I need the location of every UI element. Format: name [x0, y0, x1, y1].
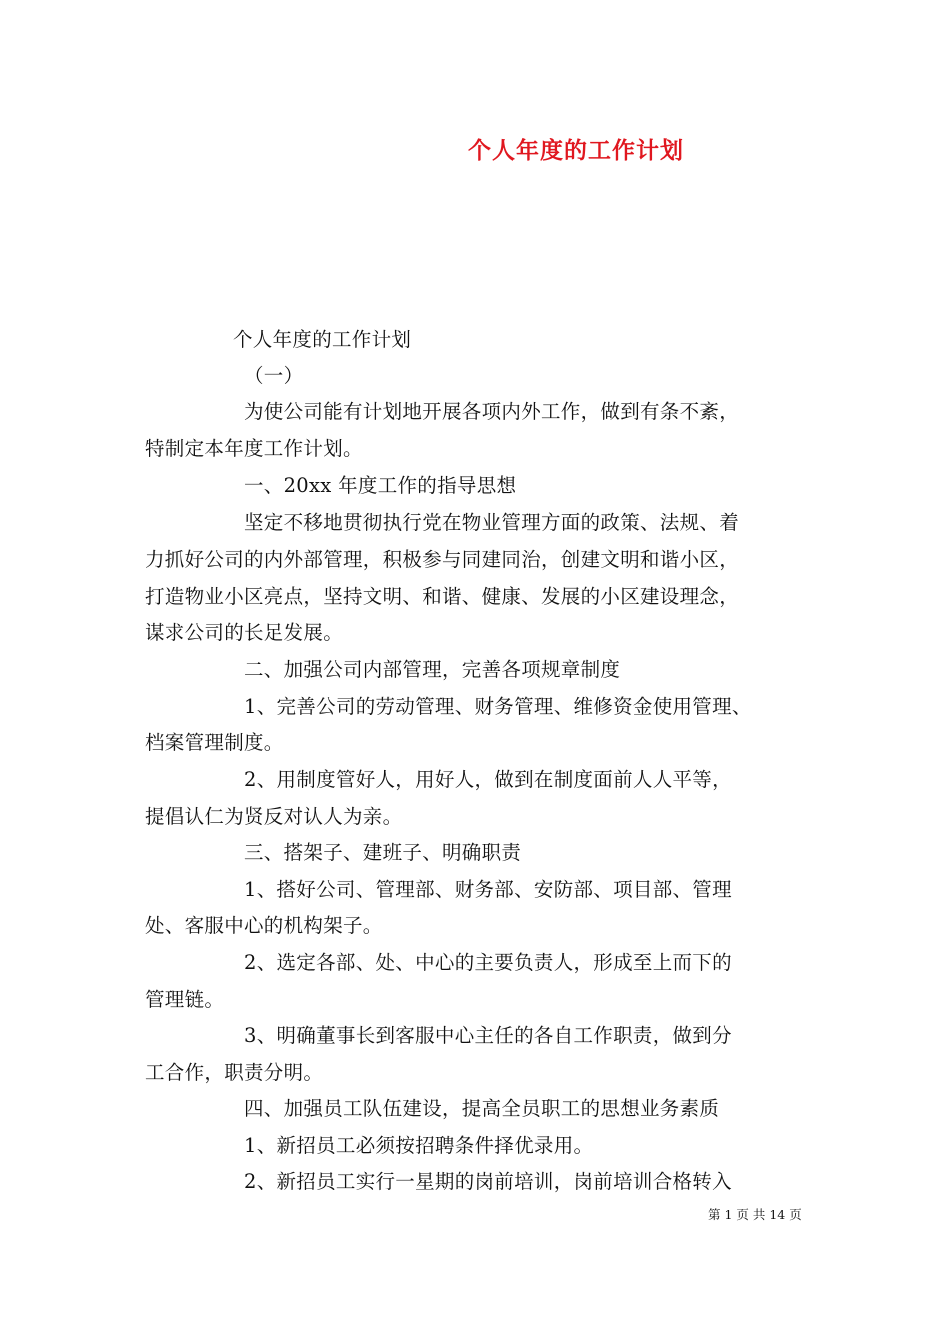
- paragraph-line: 工合作，职责分明。: [145, 1061, 324, 1084]
- paragraph-line: 3、明确董事长到客服中心主任的各自工作职责，做到分: [244, 1024, 732, 1047]
- paragraph-line: 1、完善公司的劳动管理、财务管理、维修资金使用管理、: [244, 695, 752, 718]
- paragraph-line: 2、用制度管好人，用好人，做到在制度面前人人平等，: [244, 768, 732, 791]
- section-marker: （一）: [244, 364, 304, 387]
- section-heading: 三、搭架子、建班子、明确职责: [244, 841, 522, 864]
- section-heading: 二、加强公司内部管理，完善各项规章制度: [244, 658, 621, 681]
- paragraph-line: 管理链。: [145, 988, 225, 1011]
- paragraph-line: 力抓好公司的内外部管理，积极参与同建同治，创建文明和谐小区，: [145, 548, 740, 571]
- paragraph-line: 档案管理制度。: [145, 731, 284, 754]
- paragraph-line: 坚定不移地贯彻执行党在物业管理方面的政策、法规、着: [244, 511, 740, 534]
- paragraph-line: 谋求公司的长足发展。: [145, 621, 344, 644]
- section-heading: 四、加强员工队伍建设，提高全员职工的思想业务素质: [244, 1097, 720, 1120]
- paragraph-line: 打造物业小区亮点，坚持文明、和谐、健康、发展的小区建设理念，: [145, 585, 740, 608]
- section-heading: 一、20xx 年度工作的指导思想: [244, 474, 517, 497]
- paragraph-line: 处、客服中心的机构架子。: [145, 914, 383, 937]
- page-number: 第 1 页 共 14 页: [708, 1207, 802, 1222]
- paragraph-line: 提倡认仁为贤反对认人为亲。: [145, 805, 403, 828]
- paragraph-line: 特制定本年度工作计划。: [145, 437, 363, 460]
- body-title: 个人年度的工作计划: [233, 328, 412, 351]
- paragraph-line: 1、新招员工必须按招聘条件择优录用。: [244, 1134, 594, 1157]
- paragraph-line: 1、搭好公司、管理部、财务部、安防部、项目部、管理: [244, 878, 732, 901]
- paragraph-line: 2、新招员工实行一星期的岗前培训，岗前培训合格转入: [244, 1170, 732, 1193]
- document-header-title: 个人年度的工作计划: [468, 137, 684, 164]
- paragraph-line: 2、选定各部、处、中心的主要负责人，形成至上而下的: [244, 951, 732, 974]
- paragraph-line: 为使公司能有计划地开展各项内外工作，做到有条不紊，: [244, 400, 740, 423]
